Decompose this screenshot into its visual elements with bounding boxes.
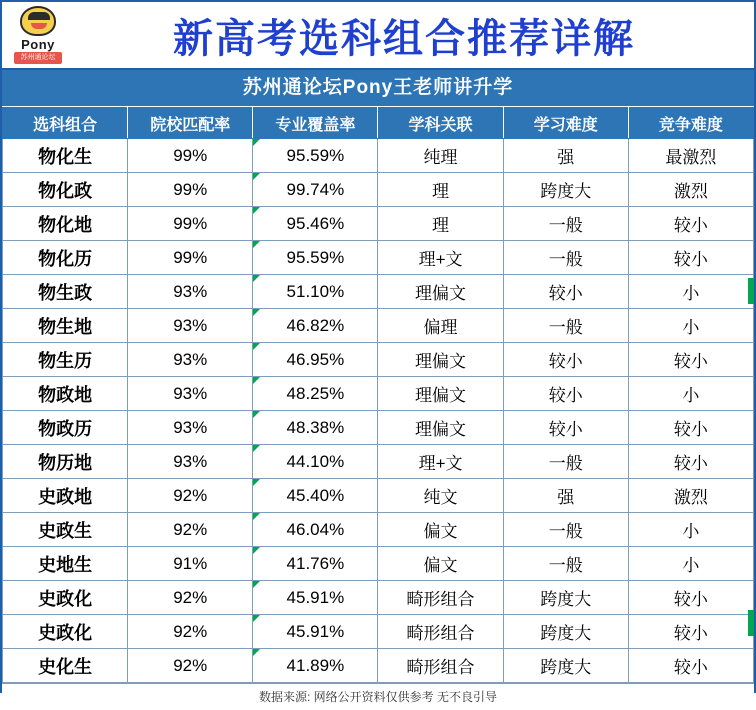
cell-relation: 理偏文 — [378, 275, 503, 309]
logo-brand-text: Pony — [21, 37, 55, 52]
cell-relation: 理+文 — [378, 241, 503, 275]
table-row — [3, 445, 754, 479]
logo-badge-text: 苏州通论坛 — [14, 52, 62, 64]
cell-relation: 偏文 — [378, 513, 503, 547]
subject-combination-table — [2, 107, 754, 683]
table-row — [3, 479, 754, 513]
cell-relation: 偏理 — [378, 309, 503, 343]
table-row — [3, 275, 754, 309]
avatar-icon — [20, 6, 56, 36]
table-row — [3, 547, 754, 581]
cell-difficulty: 较小 — [503, 275, 628, 309]
cell-relation: 纯文 — [378, 479, 503, 513]
cell-match: 99% — [128, 207, 253, 241]
cell-competition: 激烈 — [628, 173, 753, 207]
cell-competition: 较小 — [628, 445, 753, 479]
cell-coverage: 45.40% — [253, 479, 378, 513]
cell-match: 93% — [128, 343, 253, 377]
column-header-combo: 选科组合 — [3, 108, 128, 139]
cell-competition: 小 — [628, 309, 753, 343]
table-row — [3, 309, 754, 343]
cell-relation: 偏文 — [378, 547, 503, 581]
cell-difficulty: 一般 — [503, 309, 628, 343]
table-row — [3, 411, 754, 445]
cell-coverage: 99.74% — [253, 173, 378, 207]
cell-relation: 畸形组合 — [378, 615, 503, 649]
cell-competition: 较小 — [628, 615, 753, 649]
cell-competition: 激烈 — [628, 479, 753, 513]
table-row — [3, 139, 754, 173]
cell-combo: 物生政 — [3, 275, 128, 309]
cell-combo: 物化生 — [3, 139, 128, 173]
cell-competition: 较小 — [628, 343, 753, 377]
table-row — [3, 241, 754, 275]
cell-competition: 较小 — [628, 241, 753, 275]
cell-coverage: 48.38% — [253, 411, 378, 445]
cell-combo: 物化历 — [3, 241, 128, 275]
cell-combo: 史政化 — [3, 581, 128, 615]
cell-difficulty: 一般 — [503, 207, 628, 241]
document-header — [2, 2, 754, 70]
cell-match: 92% — [128, 513, 253, 547]
subtitle-bar: 苏州通论坛Pony王老师讲升学 — [2, 70, 754, 107]
cell-combo: 史政地 — [3, 479, 128, 513]
cell-relation: 理偏文 — [378, 343, 503, 377]
cell-relation: 理 — [378, 207, 503, 241]
cell-difficulty: 跨度大 — [503, 173, 628, 207]
cell-difficulty: 跨度大 — [503, 581, 628, 615]
cell-difficulty: 一般 — [503, 547, 628, 581]
cell-difficulty: 一般 — [503, 241, 628, 275]
cell-difficulty: 较小 — [503, 377, 628, 411]
pony-logo — [8, 4, 68, 66]
table-row — [3, 513, 754, 547]
edge-marker-icon — [748, 610, 754, 636]
cell-difficulty: 较小 — [503, 343, 628, 377]
cell-competition: 较小 — [628, 207, 753, 241]
column-header-difficulty: 学习难度 — [503, 108, 628, 139]
cell-match: 93% — [128, 275, 253, 309]
cell-match: 99% — [128, 173, 253, 207]
cell-coverage: 45.91% — [253, 581, 378, 615]
cell-coverage: 95.59% — [253, 139, 378, 173]
cell-combo: 物化政 — [3, 173, 128, 207]
table-body — [3, 139, 754, 683]
cell-match: 91% — [128, 547, 253, 581]
cell-combo: 物化地 — [3, 207, 128, 241]
cell-competition: 小 — [628, 377, 753, 411]
table-header-row — [3, 108, 754, 139]
cell-competition: 较小 — [628, 411, 753, 445]
cell-combo: 物政地 — [3, 377, 128, 411]
cell-competition: 较小 — [628, 581, 753, 615]
column-header-relation: 学科关联 — [378, 108, 503, 139]
cell-difficulty: 一般 — [503, 513, 628, 547]
cell-combo: 物政历 — [3, 411, 128, 445]
cell-match: 92% — [128, 479, 253, 513]
cell-combo: 物生地 — [3, 309, 128, 343]
cell-match: 99% — [128, 139, 253, 173]
column-header-coverage: 专业覆盖率 — [253, 108, 378, 139]
cell-combo: 史地生 — [3, 547, 128, 581]
cell-coverage: 44.10% — [253, 445, 378, 479]
cell-relation: 畸形组合 — [378, 581, 503, 615]
table-row — [3, 615, 754, 649]
page-title: 新高考选科组合推荐详解 — [173, 15, 635, 62]
column-header-match: 院校匹配率 — [128, 108, 253, 139]
cell-combo: 史化生 — [3, 649, 128, 683]
cell-combo: 史政化 — [3, 615, 128, 649]
cell-match: 92% — [128, 649, 253, 683]
cell-match: 92% — [128, 615, 253, 649]
table-row — [3, 649, 754, 683]
cell-coverage: 51.10% — [253, 275, 378, 309]
cell-match: 92% — [128, 581, 253, 615]
cell-competition: 小 — [628, 547, 753, 581]
table-row — [3, 173, 754, 207]
cell-combo: 物历地 — [3, 445, 128, 479]
cell-coverage: 48.25% — [253, 377, 378, 411]
cell-coverage: 95.59% — [253, 241, 378, 275]
cell-coverage: 45.91% — [253, 615, 378, 649]
cell-difficulty: 强 — [503, 139, 628, 173]
cell-competition: 小 — [628, 513, 753, 547]
cell-relation: 理偏文 — [378, 411, 503, 445]
cell-difficulty: 一般 — [503, 445, 628, 479]
cell-match: 93% — [128, 377, 253, 411]
table-row — [3, 377, 754, 411]
column-header-competition: 竞争难度 — [628, 108, 753, 139]
table-row — [3, 581, 754, 615]
cell-match: 99% — [128, 241, 253, 275]
cell-coverage: 41.76% — [253, 547, 378, 581]
cell-coverage: 46.95% — [253, 343, 378, 377]
cell-competition: 小 — [628, 275, 753, 309]
cell-coverage: 95.46% — [253, 207, 378, 241]
edge-marker-icon — [748, 278, 754, 304]
cell-match: 93% — [128, 309, 253, 343]
cell-difficulty: 较小 — [503, 411, 628, 445]
cell-relation: 畸形组合 — [378, 649, 503, 683]
cell-competition: 较小 — [628, 649, 753, 683]
cell-competition: 最激烈 — [628, 139, 753, 173]
cell-combo: 史政生 — [3, 513, 128, 547]
cell-relation: 理偏文 — [378, 377, 503, 411]
cell-match: 93% — [128, 411, 253, 445]
cell-relation: 理+文 — [378, 445, 503, 479]
cell-difficulty: 强 — [503, 479, 628, 513]
table-row — [3, 207, 754, 241]
cell-relation: 理 — [378, 173, 503, 207]
cell-coverage: 46.04% — [253, 513, 378, 547]
cell-match: 93% — [128, 445, 253, 479]
cell-coverage: 41.89% — [253, 649, 378, 683]
cell-coverage: 46.82% — [253, 309, 378, 343]
cell-difficulty: 跨度大 — [503, 649, 628, 683]
source-note: 数据来源: 网络公开资料仅供参考 无不良引导 — [2, 683, 754, 710]
cell-combo: 物生历 — [3, 343, 128, 377]
cell-difficulty: 跨度大 — [503, 615, 628, 649]
cell-relation: 纯理 — [378, 139, 503, 173]
table-row — [3, 343, 754, 377]
